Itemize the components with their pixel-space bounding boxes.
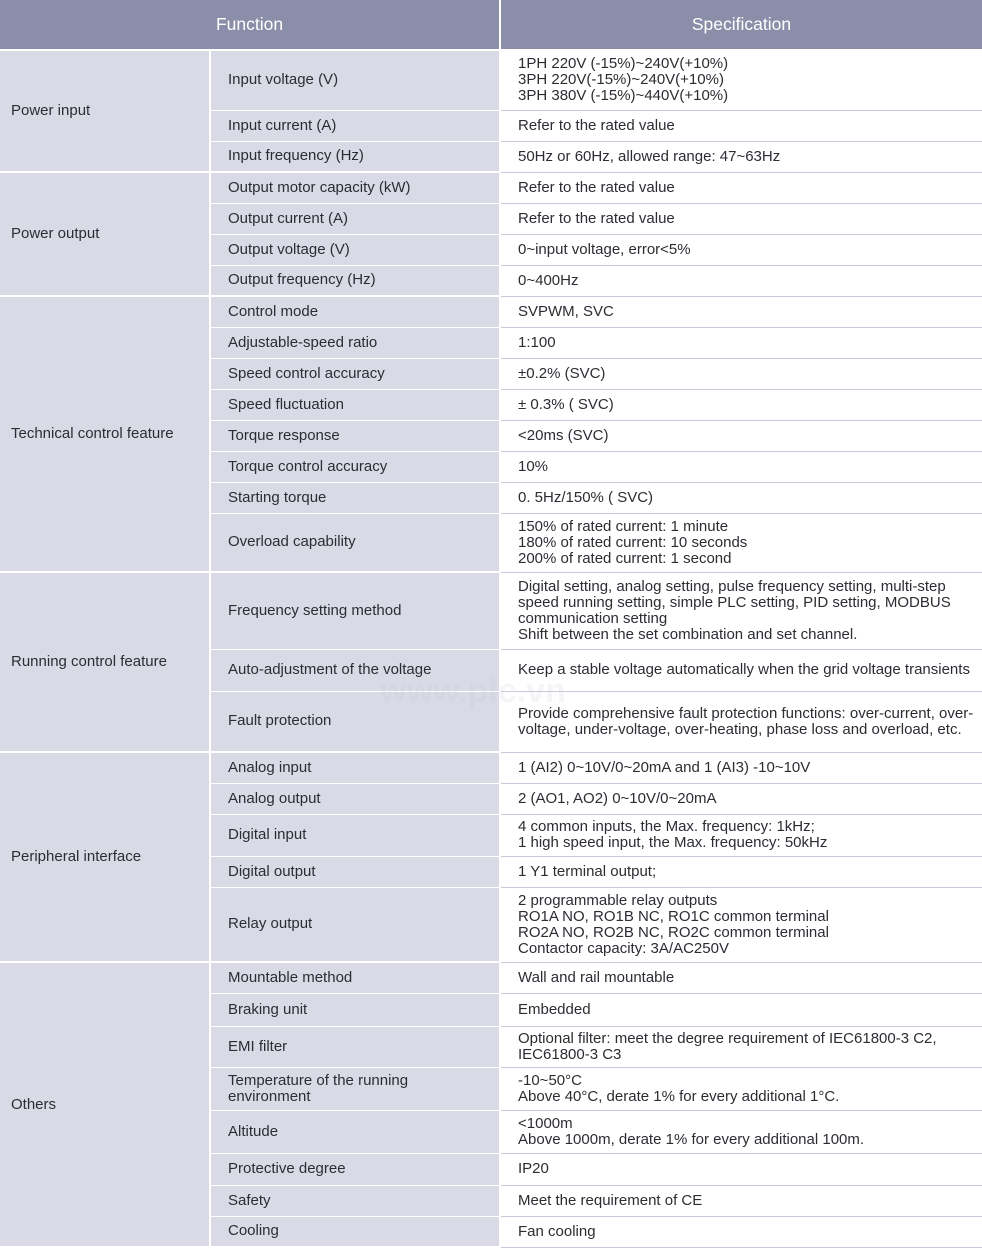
function-name: Analog input: [210, 752, 500, 783]
header-row: [0, 0, 982, 50]
function-name: Starting torque: [210, 482, 500, 513]
specification-value: IP20: [500, 1153, 982, 1185]
function-name: Input frequency (Hz): [210, 141, 500, 172]
specification-header: Specification: [500, 0, 982, 50]
function-name: Analog output: [210, 783, 500, 814]
group-name: Others: [0, 962, 210, 1247]
specification-value: 0~400Hz: [500, 265, 982, 296]
group-name: Peripheral interface: [0, 752, 210, 962]
specification-value: 1PH 220V (-15%)~240V(+10%) 3PH 220V(-15%)~240V(+10%) 3PH 380V (-15%)~440V(+10%): [500, 50, 982, 110]
function-name: Digital output: [210, 856, 500, 887]
table-row: [0, 172, 982, 203]
function-name: Torque control accuracy: [210, 451, 500, 482]
table-row: [0, 962, 982, 993]
group-name: Power output: [0, 172, 210, 296]
function-name: Speed fluctuation: [210, 389, 500, 420]
function-name: Relay output: [210, 887, 500, 962]
specification-value: Refer to the rated value: [500, 110, 982, 141]
table-row: [0, 296, 982, 327]
specification-value: Keep a stable voltage automatically when the grid voltage transients: [500, 649, 982, 691]
specification-value: 150% of rated current: 1 minute 180% of rated current: 10 seconds 200% of rated current: 1 second: [500, 513, 982, 572]
function-name: Output motor capacity (kW): [210, 172, 500, 203]
specification-value: 0~input voltage, error<5%: [500, 234, 982, 265]
function-name: Output frequency (Hz): [210, 265, 500, 296]
specification-value: 10%: [500, 451, 982, 482]
function-name: Torque response: [210, 420, 500, 451]
function-name: Cooling: [210, 1216, 500, 1247]
group-name: Technical control feature: [0, 296, 210, 572]
group-name: Running control feature: [0, 572, 210, 752]
group-name: Power input: [0, 50, 210, 172]
specification-value: 1 Y1 terminal output;: [500, 856, 982, 887]
specification-value: 50Hz or 60Hz, allowed range: 47~63Hz: [500, 141, 982, 172]
specification-value: Digital setting, analog setting, pulse frequency setting, multi-step speed running setting, simple PLC setting, PID setting, MODBUS communication setting Shift between the set combination and set channel.: [500, 572, 982, 649]
specification-value: Refer to the rated value: [500, 203, 982, 234]
specification-value: Optional filter: meet the degree requirement of IEC61800-3 C2, IEC61800-3 C3: [500, 1026, 982, 1067]
function-name: Auto-adjustment of the voltage: [210, 649, 500, 691]
specification-value: -10~50°C Above 40°C, derate 1% for every additional 1°C.: [500, 1067, 982, 1110]
table-row: [0, 752, 982, 783]
specification-value: 1:100: [500, 327, 982, 358]
function-name: Protective degree: [210, 1153, 500, 1185]
table-row: [0, 50, 982, 110]
specification-value: 2 programmable relay outputs RO1A NO, RO1B NC, RO1C common terminal RO2A NO, RO2B NC, RO2C common terminal Contactor capacity: 3A/AC250V: [500, 887, 982, 962]
function-name: Speed control accuracy: [210, 358, 500, 389]
function-name: Input current (A): [210, 110, 500, 141]
function-name: EMI filter: [210, 1026, 500, 1067]
table-body: [0, 50, 982, 1247]
specification-value: Embedded: [500, 993, 982, 1026]
specification-value: ± 0.3% ( SVC): [500, 389, 982, 420]
function-name: Overload capability: [210, 513, 500, 572]
function-name: Output voltage (V): [210, 234, 500, 265]
specification-value: Fan cooling: [500, 1216, 982, 1247]
specification-value: <1000m Above 1000m, derate 1% for every additional 100m.: [500, 1110, 982, 1153]
function-name: Control mode: [210, 296, 500, 327]
specification-value: Provide comprehensive fault protection functions: over-current, over-voltage, under-voltage, over-heating, phase loss and overload, etc.: [500, 691, 982, 752]
specification-value: 0. 5Hz/150% ( SVC): [500, 482, 982, 513]
function-header: Function: [0, 0, 500, 50]
function-name: Altitude: [210, 1110, 500, 1153]
function-name: Adjustable-speed ratio: [210, 327, 500, 358]
specification-value: ±0.2% (SVC): [500, 358, 982, 389]
specification-value: Refer to the rated value: [500, 172, 982, 203]
specification-value: 4 common inputs, the Max. frequency: 1kHz; 1 high speed input, the Max. frequency: 50kHz: [500, 814, 982, 856]
specification-value: <20ms (SVC): [500, 420, 982, 451]
function-name: Temperature of the running environment: [210, 1067, 500, 1110]
specification-value: SVPWM, SVC: [500, 296, 982, 327]
specification-value: Meet the requirement of CE: [500, 1185, 982, 1216]
function-name: Input voltage (V): [210, 50, 500, 110]
function-name: Fault protection: [210, 691, 500, 752]
specification-value: 1 (AI2) 0~10V/0~20mA and 1 (AI3) -10~10V: [500, 752, 982, 783]
function-name: Output current (A): [210, 203, 500, 234]
function-name: Safety: [210, 1185, 500, 1216]
specification-value: Wall and rail mountable: [500, 962, 982, 993]
table-row: [0, 572, 982, 649]
function-name: Digital input: [210, 814, 500, 856]
specification-value: 2 (AO1, AO2) 0~10V/0~20mA: [500, 783, 982, 814]
function-name: Mountable method: [210, 962, 500, 993]
function-name: Braking unit: [210, 993, 500, 1026]
function-name: Frequency setting method: [210, 572, 500, 649]
